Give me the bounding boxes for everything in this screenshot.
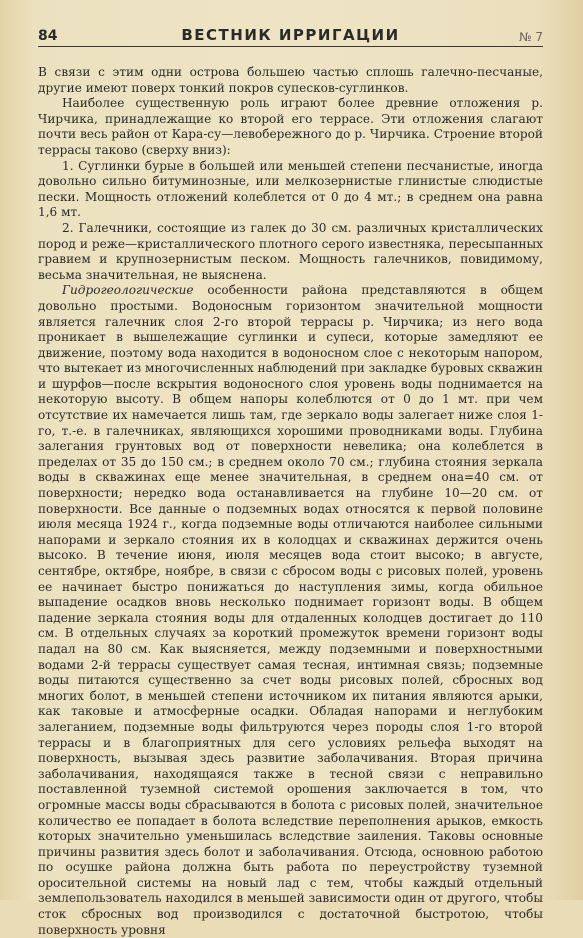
paragraph-islands: В связи с этим одни острова большею частью сплошь галечно-песчаные, другие имеют поверх тонкий покров супесков-суглинков.	[38, 65, 543, 95]
paragraph-hydrogeology	[38, 283, 543, 938]
journal-title: ВЕСТНИК ИРРИГАЦИИ	[181, 26, 400, 44]
paragraph-gravels: 2. Галечники, состоящие из галек до 30 см. различных кристаллических пород и реже—кристаллического плотного серого известняка, пересыпанных гравием и крупнозернистым песком. Мощность галечников, повидимому, весьма значительная, не выяснена.	[38, 220, 543, 282]
hydrogeology-lead-word: Гидрогеологические	[62, 283, 194, 298]
issue-number: № 7	[519, 30, 543, 44]
paragraph-second-terrace: Наиболее существенную роль играют более древние отложения р. Чирчика, принадлежащие ко второй его террасе. Эти отложения слагают почти весь район от Кара-су—левобережного до р. Чирчика. Строение второй террасы таково (сверху вниз):	[38, 96, 543, 157]
hydrogeology-text: особенности района представляются в общем довольно простыми. Водоносным горизонтом значительной мощности является галечник слоя 2-го второй террасы р. Чирчика; из него вода проникает в вышележащие суглинки и супеси, которые замедляют ее движение, поэтому вода находится в водоносном слое с некоторым напором, что вытекает из многочисленных наблюдений при закладке буровых скважин и шурфов—после вскрытия водоносного слоя уровень воды поднимается на некоторую высоту. В общем напоры колеблются от 0 до 1 мт. при чем отсутствие их намечается лишь там, где зеркало воды залегает ниже слоя 1-го, т.-е. в галечниках, являющихся хорошими проводниками воды. Глубина залегания грунтовых вод от поверхности невелика; она колеблется в пределах от 35 до 150 см.; в среднем около 70 см.; глубина стояния зеркала воды в скважинах еще менее значительная, в среднем она=40 см. от поверхности; нередко вода останавливается на глубине 10—20 см. от поверхности. Все данные о подземных водах относятся к первой половине июля месяца 1924 г., когда подземные воды отличаются наиболее сильными напорами и зеркало стояния их в колодцах и скважинах держится очень высоко. В течение июня, июля месяцев вода стоит высоко; в августе, сентябре, октябре, ноябре, в связи с сбросом воды с рисовых полей, уровень ее начинает быстро понижаться до наступления зимы, когда обильное выпадение осадков вновь несколько поднимает горизонт воды. В общем падение зеркала стояния воды для отдаленных колодцев достигает до 110 см. В отдельных случаях за короткий промежуток времени горизонт воды падал на 80 см. Как выясняется, между подземными и поверхностными водами 2-й террасы существует самая тесная, интимная связь; подземные воды питаются существенно за счет воды рисовых полей, сбросных вод многих болот, в меньшей степени источником их питания являются арыки, как таковые и атмосферные осадки. Обладая напорами и неглубоким залеганием, подземные воды фильтруются через породы слоя 1-го второй террасы и в благоприятных для сего условиях рельефа выходят на поверхность, вызывая здесь развитие заболачивания. Вторая причина заболачивания, находящаяся также в тесной связи с неправильно поставленной туземной системой орошения заключается в том, что огромные массы воды сбрасываются в болота с рисовых полей, значительное количество ее попадает в болота вследствие переполнения арыков, емкость которых значительно уменьшилась вследствие заиления. Таковы основные причины развития здесь болот и заболачивания. Отсюда, основною работою по осушке района должна быть работа по переустройству туземной оросительной системы на новый лад с тем, чтобы каждый отдельный землепользователь находился в меньшей зависимости один от другого, чтобы сток сбросных вод производился с достаточной быстротою, чтобы поверхность уровня	[38, 283, 543, 937]
article-body	[38, 65, 543, 938]
page-number: 84	[38, 28, 58, 44]
paragraph-loams: 1. Суглинки бурые в большей или меньшей степени песчанистые, иногда довольно сильно битуминозные, или мелкозернистые глинистые слюдистые пески. Мощность отложений колеблется от 0 до 4 мт.; в среднем она равна 1,6 мт.	[38, 158, 543, 220]
page-header	[38, 26, 543, 47]
